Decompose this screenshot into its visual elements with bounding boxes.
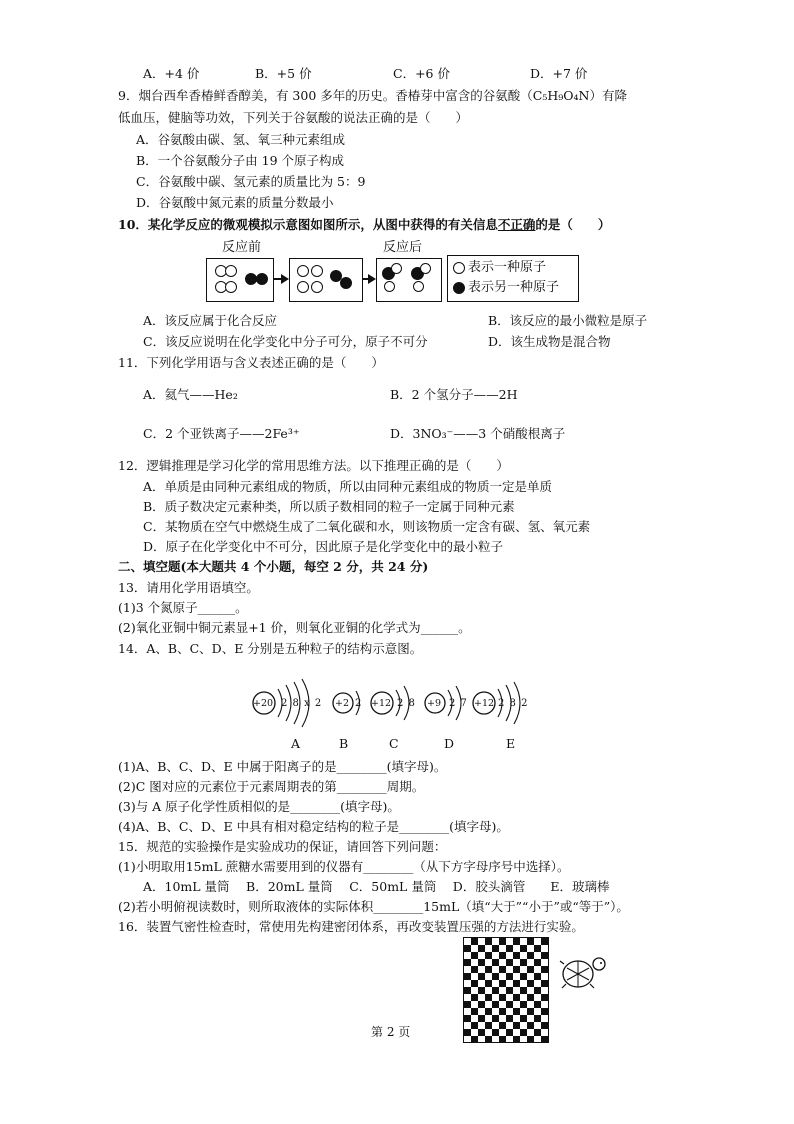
q9-stem-line1 xyxy=(118,88,627,104)
atom-e-label: E xyxy=(506,736,516,751)
atom-a-nucleus: +20 xyxy=(253,698,274,709)
q10-stem-end: 的是（ ） xyxy=(535,217,611,232)
open-atom xyxy=(225,281,237,293)
atom-d-nucleus: +9 xyxy=(427,698,442,709)
q15-stem: 15．规范的实验操作是实验成功的保证，请回答下列问题： xyxy=(118,839,447,854)
atom-c-shells: 2 8 xyxy=(397,698,416,709)
q8-option-c: C．+6 价 xyxy=(393,66,450,81)
open-atom xyxy=(225,265,237,277)
q8-option-a: A．+4 价 xyxy=(143,66,200,81)
atom-b-nucleus: +2 xyxy=(335,698,350,709)
product-box xyxy=(376,258,442,302)
checkerboard-pattern-image xyxy=(463,937,549,1043)
q10-option-b: B．该反应的最小微粒是原子 xyxy=(488,313,648,328)
q14-part-2: (2)C 图对应的元素位于元素周期表的第________周期。 xyxy=(118,779,425,794)
q9-stem-end: ）有降 xyxy=(589,88,627,103)
q11-stem: 11．下列化学用语与含义表述正确的是（ ） xyxy=(118,355,384,370)
filled-atom xyxy=(340,277,352,289)
q10-option-a: A．该反应属于化合反应 xyxy=(143,313,278,328)
q11-option-c: C．2 个亚铁离子——2Fe³⁺ xyxy=(143,426,300,441)
q12-stem: 12．逻辑推理是学习化学的常用思维方法。以下推理正确的是（ ） xyxy=(118,458,509,473)
open-atom xyxy=(297,281,309,293)
q9-option-a: A．谷氨酸由碳、氢、氧三种元素组成 xyxy=(136,132,346,147)
q9-stem-line2: 低血压，健脑等功效，下列关于谷氨酸的说法正确的是（ ） xyxy=(118,110,469,125)
atom-b-shells: 2 xyxy=(355,698,362,709)
open-atom xyxy=(297,265,309,277)
reaction-arrow-icon xyxy=(368,274,376,284)
label-before-reaction: 反应前 xyxy=(222,240,262,255)
q9-stem-text: 9．烟台西牟香椿鲜香醇美，有 300 多年的历史。香椿芽中富含的谷氨酸（ xyxy=(118,88,533,103)
q10-stem-text: 10．某化学反应的微观模拟示意图如图所示，从图中获得的有关信息 xyxy=(118,217,498,232)
turtle-doodle-icon xyxy=(558,952,616,992)
q13-part-2: (2)氧化亚铜中铜元素显+1 价，则氧化亚铜的化学式为______。 xyxy=(118,620,471,635)
atom-e-nucleus: +12 xyxy=(474,698,495,709)
q12-option-a: A．单质是由同种元素组成的物质，所以由同种元素组成的物质一定是单质 xyxy=(143,479,553,494)
atom-c-nucleus: +12 xyxy=(371,698,392,709)
q11-option-b: B．2 个氢分子——2H xyxy=(390,387,518,402)
label-after-reaction: 反应后 xyxy=(383,240,423,255)
legend-filled-label: 表示另一种原子 xyxy=(468,280,560,295)
open-atom xyxy=(391,263,402,274)
atom-a-label: A xyxy=(291,736,301,751)
q8-option-d: D．+7 价 xyxy=(530,66,588,81)
q10-stem xyxy=(118,217,610,233)
filled-atom-legend xyxy=(453,282,465,294)
q16-stem: 16．装置气密性检查时，常使用先构建密闭体系，再改变装置压强的方法进行实验。 xyxy=(118,919,584,934)
q10-stem-emphasis: 不正确 xyxy=(497,217,536,232)
atom-a-shells: 2 8 x 2 xyxy=(281,698,323,709)
reaction-arrow-icon xyxy=(281,274,289,284)
q15-part-2: (2)若小明俯视读数时，则所取液体的实际体积________15mL（填“大于”“小于”或“等于”）。 xyxy=(118,899,629,914)
open-atom-legend xyxy=(453,262,465,274)
q14-part-3: (3)与 A 原子化学性质相似的是________(填字母)。 xyxy=(118,799,400,814)
q13-stem: 13．请用化学用语填空。 xyxy=(118,580,259,595)
page-number: 第 2 页 xyxy=(371,1025,411,1039)
atom-d-label: D xyxy=(444,736,455,751)
atom-e-shells: 2 8 2 xyxy=(498,698,529,709)
reactant-box-2 xyxy=(289,258,363,302)
open-atom xyxy=(413,281,424,292)
q15-options: A．10mL 量筒 B．20mL 量筒 C．50mL 量筒 D．胶头滴管 E．玻璃棒 xyxy=(143,879,610,894)
q8-option-b: B．+5 价 xyxy=(255,66,312,81)
q9-option-d: D．谷氨酸中氮元素的质量分数最小 xyxy=(136,195,334,210)
atom-c-label: C xyxy=(389,736,399,751)
q11-option-d: D．3NO₃⁻——3 个硝酸根离子 xyxy=(390,426,566,441)
q10-option-c: C．该反应说明在化学变化中分子可分，原子不可分 xyxy=(143,334,428,349)
filled-atom xyxy=(256,273,268,285)
legend-open-label: 表示一种原子 xyxy=(468,260,547,275)
q13-part-1: (1)3 个氮原子______。 xyxy=(118,600,248,615)
open-atom xyxy=(311,265,323,277)
atom-b-label: B xyxy=(339,736,349,751)
q9-formula: C₅H₉O₄N xyxy=(532,88,590,103)
q9-option-c: C．谷氨酸中碳、氢元素的质量比为 5：9 xyxy=(136,174,366,189)
q15-part-1: (1)小明取用15mL 蔗糖水需要用到的仪器有________（从下方字母序号中选择）。 xyxy=(118,859,570,874)
q11-option-a: A．氦气——He₂ xyxy=(143,387,238,402)
legend-box xyxy=(447,255,579,302)
q12-option-d: D．原子在化学变化中不可分，因此原子是化学变化中的最小粒子 xyxy=(143,539,504,554)
open-atom xyxy=(384,281,395,292)
q14-part-1: (1)A、B、C、D、E 中属于阳离子的是________(填字母)。 xyxy=(118,759,447,774)
q12-option-c: C．某物质在空气中燃烧生成了二氧化碳和水，则该物质一定含有碳、氢、氧元素 xyxy=(143,519,591,534)
section-heading-fill-in: 二、填空题(本大题共 4 个小题，每空 2 分，共 24 分) xyxy=(118,559,429,574)
q9-option-b: B．一个谷氨酸分子由 19 个原子构成 xyxy=(136,153,345,168)
q14-part-4: (4)A、B、C、D、E 中具有相对稳定结构的粒子是________(填字母)。 xyxy=(118,819,509,834)
atom-d-shells: 2 7 xyxy=(449,698,468,709)
open-atom xyxy=(420,263,431,274)
q14-stem: 14．A、B、C、D、E 分别是五种粒子的结构示意图。 xyxy=(118,641,423,656)
open-atom xyxy=(311,281,323,293)
q12-option-b: B．质子数决定元素种类，所以质子数相同的粒子一定属于同种元素 xyxy=(143,499,515,514)
q10-option-d: D．该生成物是混合物 xyxy=(488,334,611,349)
reactant-box-1 xyxy=(206,258,274,302)
